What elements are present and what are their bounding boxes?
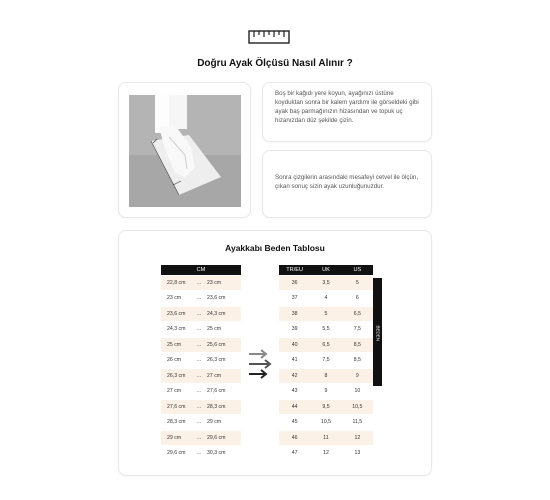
range-separator: ... (193, 430, 205, 446)
table-row (161, 306, 241, 322)
photo-card (118, 82, 251, 218)
size-us: 10 (342, 384, 373, 400)
cm-to: 25,6 cm (205, 337, 241, 353)
size-us: 6 (342, 291, 373, 307)
header-us: US (342, 265, 373, 275)
beden-label: BEDEN (375, 325, 381, 342)
size-us: 7,5 (342, 322, 373, 338)
size-tr-eu: 44 (279, 399, 310, 415)
table-row (161, 337, 241, 353)
table-row (279, 337, 373, 353)
table-row (279, 430, 373, 446)
table-row (279, 399, 373, 415)
range-separator: ... (193, 415, 205, 431)
size-us: 8,5 (342, 337, 373, 353)
cm-table (161, 265, 241, 462)
size-tr-eu: 46 (279, 430, 310, 446)
size-tr-eu: 39 (279, 322, 310, 338)
size-us: 12 (342, 430, 373, 446)
size-us: 8,5 (342, 353, 373, 369)
size-tr-eu: 41 (279, 353, 310, 369)
table-row (161, 353, 241, 369)
page-title: Doğru Ayak Ölçüsü Nasıl Alınır ? (197, 58, 353, 69)
table-row (279, 322, 373, 338)
table-row (279, 291, 373, 307)
instruction-card-2 (262, 150, 432, 218)
size-us: 13 (342, 446, 373, 462)
ruler-icon (248, 30, 290, 44)
size-chart-card (118, 230, 432, 476)
instruction-card-1 (262, 82, 432, 142)
table-row (161, 368, 241, 384)
table-row (279, 275, 373, 291)
table-row (279, 306, 373, 322)
table-row (279, 415, 373, 431)
cm-to: 30,3 cm (205, 446, 241, 462)
size-uk: 9 (310, 384, 341, 400)
cm-from: 29,6 cm (161, 446, 193, 462)
header-uk: UK (310, 265, 341, 275)
size-uk: 5 (310, 306, 341, 322)
cm-to: 29 cm (205, 415, 241, 431)
cm-from: 24,3 cm (161, 322, 193, 338)
size-uk: 12 (310, 446, 341, 462)
size-uk: 10,5 (310, 415, 341, 431)
size-us: 10,5 (342, 399, 373, 415)
cm-from: 23 cm (161, 291, 193, 307)
size-chart-title: Ayakkabı Beden Tablosu (225, 243, 325, 253)
size-tr-eu: 47 (279, 446, 310, 462)
cm-from: 27 cm (161, 384, 193, 400)
table-row (161, 384, 241, 400)
size-uk: 3,5 (310, 275, 341, 291)
range-separator: ... (193, 399, 205, 415)
cm-from: 26 cm (161, 353, 193, 369)
range-separator: ... (193, 306, 205, 322)
size-tr-eu: 43 (279, 384, 310, 400)
size-us: 11,5 (342, 415, 373, 431)
table-row (279, 384, 373, 400)
size-uk: 7,5 (310, 353, 341, 369)
cm-from: 23,6 cm (161, 306, 193, 322)
range-separator: ... (193, 291, 205, 307)
arrows-right-icon (247, 349, 275, 379)
cm-to: 27 cm (205, 368, 241, 384)
cm-to: 26,3 cm (205, 353, 241, 369)
table-row (161, 291, 241, 307)
size-us: 9 (342, 368, 373, 384)
table-row (161, 275, 241, 291)
size-uk: 4 (310, 291, 341, 307)
size-table (279, 265, 373, 462)
instruction-step-1: Boş bir kağıdı yere koyun, ayağınızı üstüne koyduktan sonra bir kalem yardımı ile görseldeki gibi ayak baş parmağınızın hizasından ve topuk uç hizanızdan düz şekilde çizin. (275, 90, 419, 124)
range-separator: ... (193, 446, 205, 462)
foot-measure-photo (129, 95, 241, 207)
cm-to: 27,6 cm (205, 384, 241, 400)
cm-to: 23 cm (205, 275, 241, 291)
size-uk: 8 (310, 368, 341, 384)
cm-to: 23,6 cm (205, 291, 241, 307)
cm-to: 29,6 cm (205, 430, 241, 446)
range-separator: ... (193, 337, 205, 353)
size-uk: 9,5 (310, 399, 341, 415)
instruction-step-2: Sonra çizgilerin arasındaki mesafeyi cetvel ile ölçün, çıkan sonuç sizin ayak uzunluğunuzdur. (275, 174, 419, 190)
table-row (161, 399, 241, 415)
range-separator: ... (193, 384, 205, 400)
size-tr-eu: 38 (279, 306, 310, 322)
cm-to: 28,3 cm (205, 399, 241, 415)
table-row (161, 415, 241, 431)
range-separator: ... (193, 322, 205, 338)
size-tr-eu: 40 (279, 337, 310, 353)
size-tr-eu: 45 (279, 415, 310, 431)
range-separator: ... (193, 368, 205, 384)
cm-from: 22,8 cm (161, 275, 193, 291)
size-tr-eu: 36 (279, 275, 310, 291)
size-uk: 11 (310, 430, 341, 446)
cm-to: 24,3 cm (205, 306, 241, 322)
table-row (279, 446, 373, 462)
size-us: 5 (342, 275, 373, 291)
range-separator: ... (193, 353, 205, 369)
cm-header: CM (161, 265, 241, 275)
cm-from: 29 cm (161, 430, 193, 446)
table-row (161, 430, 241, 446)
size-us: 6,5 (342, 306, 373, 322)
cm-from: 27,6 cm (161, 399, 193, 415)
cm-to: 25 cm (205, 322, 241, 338)
table-row (161, 446, 241, 462)
cm-from: 25 cm (161, 337, 193, 353)
table-row (279, 353, 373, 369)
table-row (279, 368, 373, 384)
size-tr-eu: 37 (279, 291, 310, 307)
size-tr-eu: 42 (279, 368, 310, 384)
table-row (161, 322, 241, 338)
cm-from: 28,3 cm (161, 415, 193, 431)
range-separator: ... (193, 275, 205, 291)
cm-from: 26,3 cm (161, 368, 193, 384)
size-uk: 6,5 (310, 337, 341, 353)
header-tr-eu: TR/EU (279, 265, 310, 275)
size-uk: 5,5 (310, 322, 341, 338)
